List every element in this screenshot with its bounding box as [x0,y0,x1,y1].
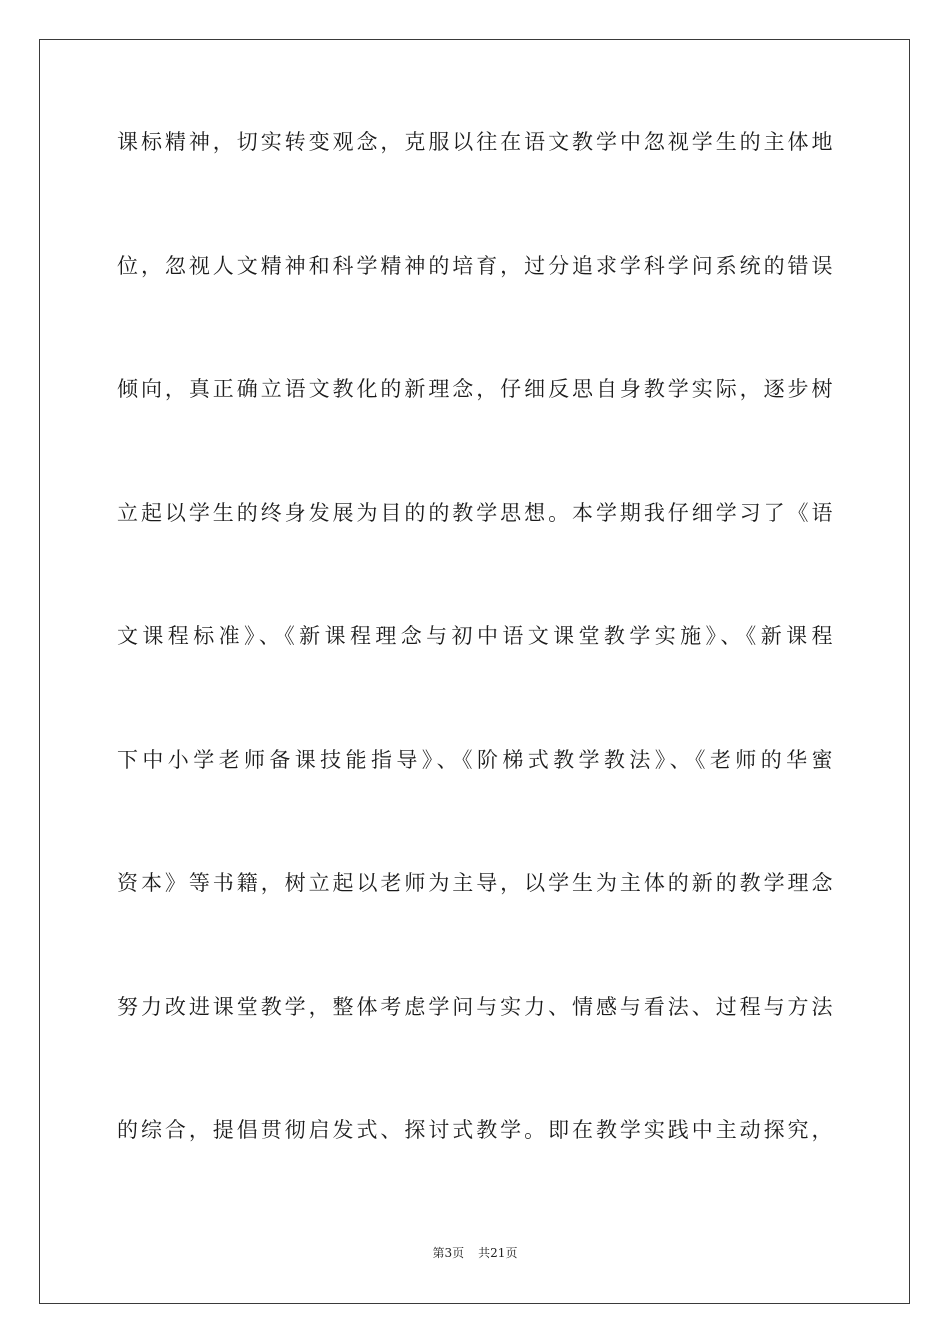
text-line-1: 课标精神，切实转变观念，克服以往在语文教学中忽视学生的主体地 [117,130,833,154]
text-line-3: 倾向，真正确立语文教化的新理念，仔细反思自身教学实际，逐步树 [117,377,833,401]
page-footer [0,1244,950,1261]
text-line-6: 下中小学老师备课技能指导》、《阶梯式教学教法》、《老师的华蜜 [117,747,833,772]
page-number: 第3页 [432,1246,465,1260]
text-line-7: 资本》等书籍，树立起以老师为主导，以学生为主体的新的教学理念 [117,871,833,895]
text-line-4: 立起以学生的终身发展为目的的教学思想。本学期我仔细学习了《语 [117,500,833,525]
document-body [117,122,833,1234]
text-line-9: 的综合，提倡贯彻启发式、探讨式教学。即在教学实践中主动探究， [117,1118,833,1142]
page-total: 共21页 [478,1246,518,1260]
text-line-2: 位，忽视人文精神和科学精神的培育，过分追求学科学问系统的错误 [117,253,833,278]
text-line-8: 努力改进课堂教学，整体考虑学问与实力、情感与看法、过程与方法 [117,994,833,1019]
text-line-5: 文课程标准》、《新课程理念与初中语文课堂教学实施》、《新课程 [117,624,833,648]
